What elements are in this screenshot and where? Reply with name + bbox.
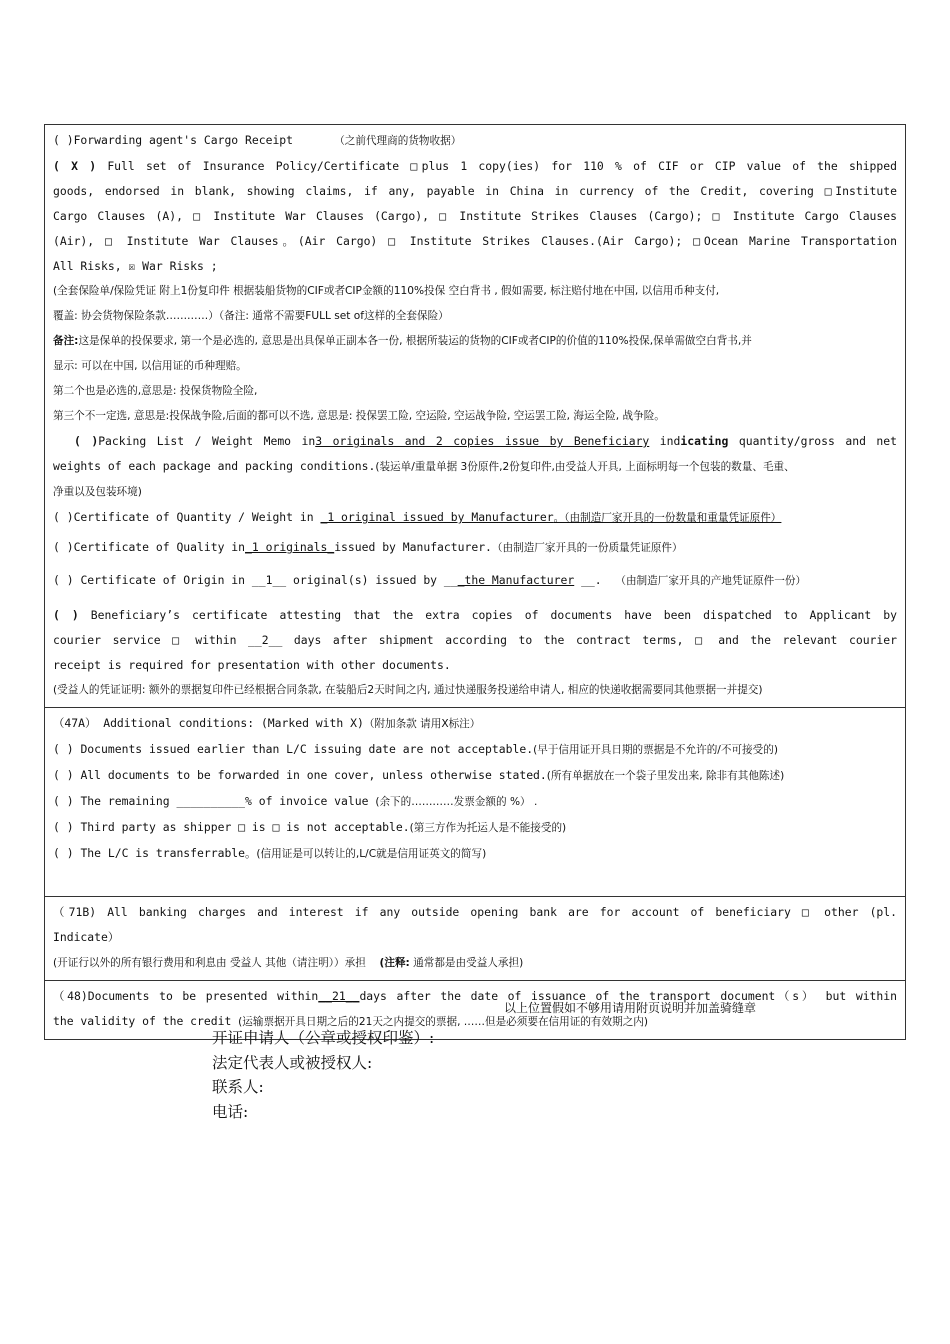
documents-required-section — [45, 125, 905, 707]
packing-line-3: 净重以及包装环境) — [53, 486, 142, 498]
insurance-line-1: ( X ) Full set of Insurance Policy/Certificate □plus 1 copy(ies) for 110 % of CIF or CIP value of the shipped — [53, 159, 897, 173]
phone-label: 电话: — [212, 1102, 249, 1121]
origin-checkbox[interactable]: ( ) — [53, 573, 74, 587]
beneficiary-line-3: receipt is required for presentation with other documents. — [53, 658, 451, 672]
banking-charges-line-2: Indicate） — [53, 930, 120, 944]
condition-item: ( ) All documents to be forwarded in one cover, unless otherwise stated.(所有单据放在一个袋子里发出来, 除非有其他陈述) — [53, 768, 785, 782]
remarks-line-1: 备注:这是保单的投保要求, 第一个是必选的, 意思是出具保单正副本各一份, 根据所装运的货物的CIF或者CIP的价值的110%投保,保单需做空白背书,并 — [53, 335, 752, 347]
presentation-period-section — [45, 980, 905, 1039]
additional-conditions-section — [45, 707, 905, 896]
banking-charges-section — [45, 896, 905, 980]
banking-charges-line-1: （71B) All banking charges and interest if any outside opening bank are for account of beneficiary □ other (pl. — [53, 905, 897, 919]
condition-checkbox[interactable]: ( ) — [53, 768, 74, 782]
cargo-receipt-checkbox[interactable]: ( ) — [53, 133, 74, 147]
insurance-cn-line-1: (全套保险单/保险凭证 附上1份复印件 根据装船货物的CIF或者CIP金额的110%投保 空白背书 , 假如需要, 标注赔付地在中国, 以信用币种支付, — [53, 285, 720, 297]
remarks-line-2: 显示: 可以在中国, 以信用证的币种理赔。 — [53, 360, 247, 372]
legal-representative-label: 法定代表人或被授权人: — [212, 1053, 373, 1072]
condition-checkbox[interactable]: ( ) — [53, 742, 74, 756]
condition-item: ( ) The remaining __________% of invoice value (余下的…………发票金额的 %） . — [53, 794, 538, 808]
remarks-line-4: 第三个不一定选, 意思是:投保战争险,后面的都可以不选, 意思是: 投保罢工险, 空运险, 空运战争险, 空运罢工险, 海运全险, 战争险。 — [53, 410, 665, 422]
insurance-cn-line-2: 覆盖: 协会货物保险条款…………）（备注: 通常不需要FULL set of这样的全套保险） — [53, 310, 449, 322]
application-form-table — [44, 124, 906, 1040]
additional-conditions-title: （47A） Additional conditions: (Marked with X)（附加条款 请用X标注） — [53, 716, 481, 730]
remarks-line-3: 第二个也是必选的,意思是: 投保货物险全险, — [53, 385, 258, 397]
insurance-line-5: All Risks, ☒ War Risks ; — [53, 259, 218, 273]
quantity-checkbox[interactable]: ( ) — [53, 510, 74, 524]
contact-label: 联系人: — [212, 1078, 264, 1096]
applicant-label: 开证申请人（公章或授权印鉴）: — [212, 1029, 435, 1047]
condition-item: ( ) The L/C is transferrable。(信用证是可以转让的,L/C就是信用证英文的简写) — [53, 846, 487, 860]
cargo-receipt-line: ( )Forwarding agent's Cargo Receipt （之前代理商的货物收据） — [53, 133, 462, 147]
condition-item: ( ) Third party as shipper □ is □ is not acceptable.(第三方作为托运人是不能接受的) — [53, 820, 567, 834]
condition-checkbox[interactable]: ( ) — [53, 820, 74, 834]
beneficiary-line-4: (受益人的凭证证明: 额外的票据复印件已经根据合同条款, 在装船后2天时间之内, 通过快递服务投递给申请人, 相应的快递收据需要同其他票据一并提交) — [53, 684, 763, 696]
beneficiary-line-2: courier service □ within __2__ days after shipment according to the contract terms, □ and the relevant courier — [53, 633, 897, 647]
presentation-period-line-2: the validity of the credit (运输票据开具日期之后的21天之内提交的票据, ……但是必须要在信用证的有效期之内) — [53, 1014, 649, 1028]
insurance-line-2: goods, endorsed in blank, showing claims, if any, payable in China in currency of the Credit, covering □Institute — [53, 184, 897, 198]
insurance-line-4: (Air), □ Institute War Clauses。(Air Cargo) □ Institute Strikes Clauses.(Air Cargo); □Ocean Marine Transportation — [53, 234, 897, 248]
quality-certificate-line: ( )Certificate of Quality in_1 originals_issued by Manufacturer.（由制造厂家开具的一份质量凭证原件） — [53, 540, 683, 554]
signature-block — [212, 1026, 434, 1124]
condition-checkbox[interactable]: ( ) — [53, 846, 74, 860]
packing-line-1: ( )Packing List / Weight Memo in3 originals and 2 copies issue by Beneficiary indicating quantity/gross and net — [73, 434, 897, 448]
insurance-checkbox[interactable]: ( X ) — [53, 159, 97, 173]
insurance-line-3: Cargo Clauses (A), □ Institute War Clauses (Cargo), □ Institute Strikes Clauses (Cargo); □ Institute Cargo Clauses — [53, 209, 897, 223]
packing-line-2: weights of each package and packing conditions.(装运单/重量单据 3份原件,2份复印件,由受益人开具, 上面标明每一个包装的数量、毛重、 — [53, 459, 795, 473]
condition-checkbox[interactable]: ( ) — [53, 794, 74, 808]
packing-checkbox[interactable]: ( ) — [73, 434, 99, 448]
attachment-note: 以上位置假如不够用请用附页说明并加盖骑缝章 — [504, 1001, 757, 1015]
presentation-period-line-1: （48)Documents to be presented within__21__days after the date of issuance of the transport document（s） but within — [53, 989, 897, 1003]
origin-certificate-line: ( ) Certificate of Origin in __1__ original(s) issued by ___the Manufacturer __. （由制造厂家开具的产地凭证原件一份） — [53, 573, 807, 587]
beneficiary-line-1: ( ) Beneficiary’s certificate attesting that the extra copies of documents have been dispatched to Applicant by — [53, 608, 897, 622]
quantity-certificate-line: ( )Certificate of Quantity / Weight in _1 original issued by Manufacturer。（由制造厂家开具的一份数量和重量凭证原件） — [53, 510, 782, 524]
banking-charges-line-3: (开证行以外的所有银行费用和利息由 受益人 其他（请注明））承担 (注释: 通常都是由受益人承担) — [53, 957, 524, 969]
beneficiary-checkbox[interactable]: ( ) — [53, 608, 79, 622]
condition-item: ( ) Documents issued earlier than L/C issuing date are not acceptable.(早于信用证开具日期的票据是不允许的/不可接受的) — [53, 742, 778, 756]
quality-checkbox[interactable]: ( ) — [53, 540, 74, 554]
